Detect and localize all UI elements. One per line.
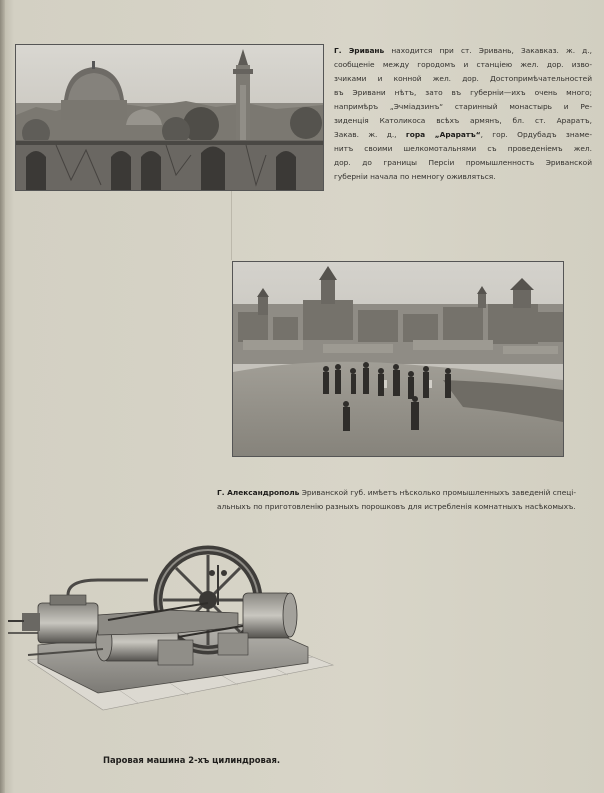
erivan-line-7	[334, 128, 592, 142]
alexandropol-line-2: альныхъ по приготовленію разныхъ порошковъ для истребленія комнатныхъ насѣкомыхъ.	[217, 502, 576, 511]
erivan-line-3: зчиками и конной жел. дор. Достопримѣчательностей	[334, 74, 592, 83]
page-spine	[0, 0, 5, 793]
crease-line	[231, 190, 232, 260]
erivan-line-6: зиденція Католикоса всѣхъ армянъ, бл. ст. Араратъ,	[334, 116, 592, 125]
erivan-mosque-photo	[15, 44, 324, 191]
mount-ararat-label: гора „Араратъ“	[405, 130, 481, 139]
erivan-line-7-pre: Закав. ж. д.,	[334, 130, 406, 139]
erivan-line-4: въ Эривани нѣтъ, зато въ губерніи—ихъ очень много;	[334, 88, 592, 97]
steam-engine-illustration	[8, 545, 338, 720]
alexandropol-description	[217, 486, 597, 514]
alexandropol-line-1	[217, 486, 597, 500]
erivan-line-5: напримѣръ „Эчміадзинъ“ старинный монастырь и Ре-	[334, 102, 592, 111]
erivan-line-9: дор. до границы Персіи промышленность Эриванской	[334, 158, 592, 167]
alexandropol-title: Г. Александрополь	[217, 488, 300, 497]
alexandropol-city-photo	[232, 261, 564, 457]
erivan-title: Г. Эривань	[334, 46, 385, 55]
erivan-description	[334, 44, 592, 184]
steam-engine-caption: Паровая машина 2-хъ цилиндровая.	[103, 755, 281, 765]
erivan-line-8: нитъ своими шелкомотальнями съ проведеніемъ жел.	[334, 144, 592, 153]
erivan-line-1	[334, 44, 592, 58]
erivan-line-1-text: находится при ст. Эривань, Закавказ. ж. д.,	[384, 46, 592, 55]
erivan-line-7-text: , гор. Ордубадъ знаме-	[480, 130, 592, 139]
erivan-line-2: сообщеніе между городомъ и станціею жел. дор. изво-	[334, 60, 592, 69]
alexandropol-line-1-text: Эриванской губ. имѣетъ нѣсколько промышленныхъ заведеній спеці-	[299, 488, 576, 497]
erivan-line-10: губерніи начала по немногу оживляться.	[334, 172, 496, 181]
